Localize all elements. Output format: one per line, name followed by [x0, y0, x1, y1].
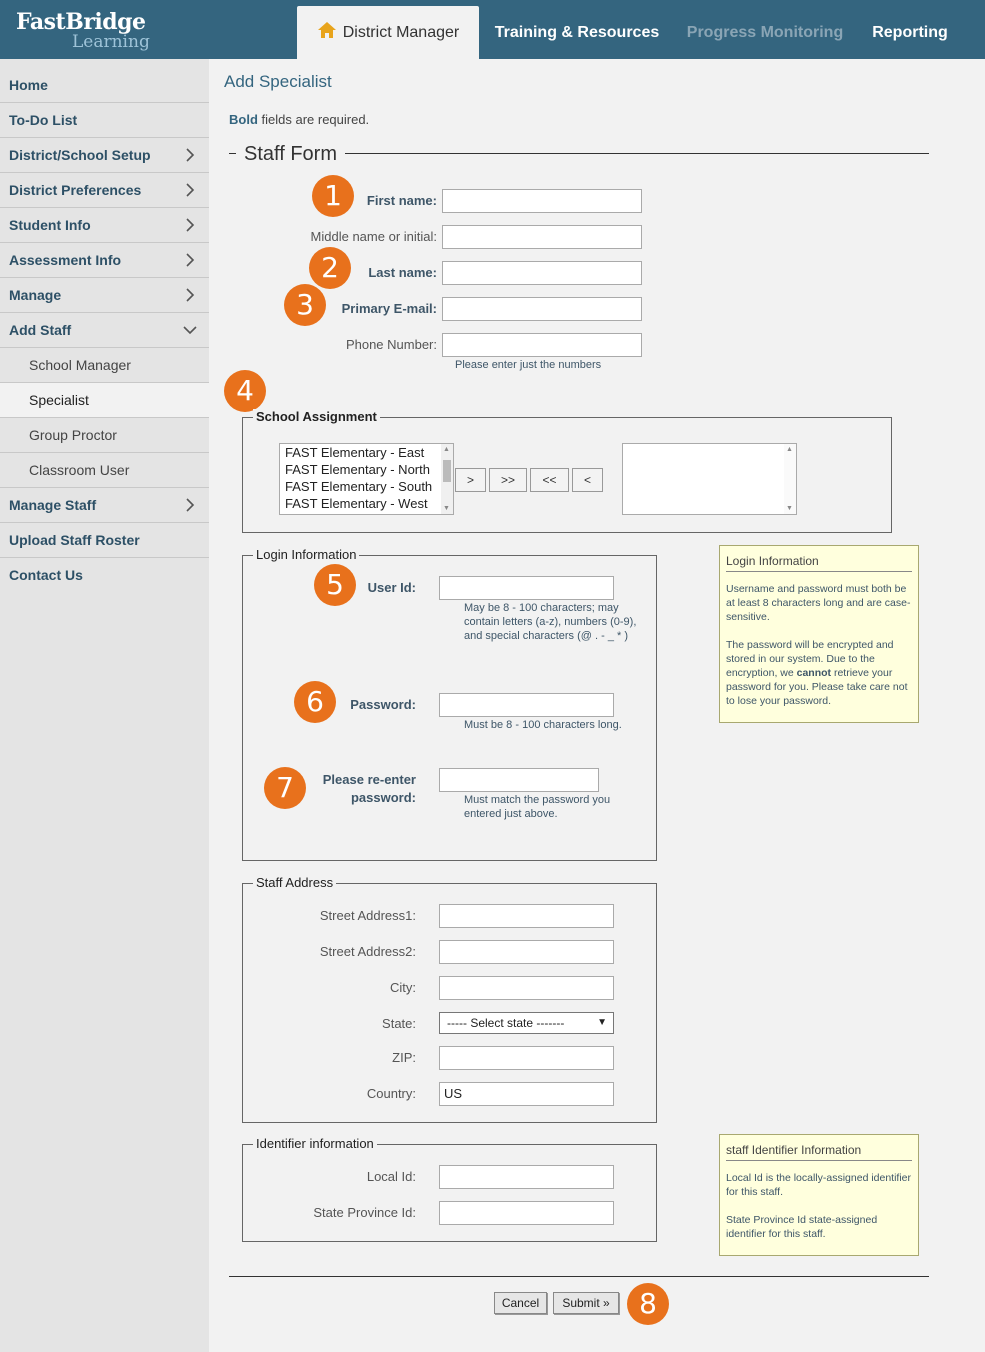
chevron-right-icon	[183, 253, 197, 267]
sidebar-item-group-proctor[interactable]	[0, 418, 209, 453]
sidebar-item-manage-staff[interactable]	[0, 488, 209, 523]
street2-input[interactable]	[439, 940, 614, 964]
middle-name-label: Middle name or initial:	[310, 229, 437, 244]
chevron-right-icon	[183, 148, 197, 162]
identifier-info-box-text-1: Local Id is the locally-assigned identifier for this staff.	[726, 1172, 912, 1198]
step-badge-4: 4	[224, 370, 266, 412]
fastbridge-logo[interactable]	[16, 10, 166, 50]
list-scrollbar[interactable]	[784, 444, 796, 514]
sidebar-item-label: Manage	[9, 287, 62, 303]
step-badge-5: 5	[314, 564, 356, 606]
tab-progress-monitoring[interactable]: Progress Monitoring	[686, 24, 844, 41]
submit-button[interactable]: Submit »	[553, 1292, 619, 1314]
state-select[interactable]	[439, 1012, 614, 1034]
login-info-box-title: Login Information	[726, 554, 912, 572]
sidebar-item-label: District/School Setup	[9, 147, 151, 163]
scroll-up-icon: ▲	[786, 446, 793, 453]
zip-input[interactable]	[439, 1046, 614, 1070]
state-province-id-input[interactable]	[439, 1201, 614, 1225]
step-badge-7: 7	[264, 767, 306, 809]
scroll-thumb[interactable]	[443, 460, 451, 482]
country-label: Country:	[366, 1086, 416, 1101]
home-icon	[317, 21, 337, 39]
state-province-id-label: State Province Id:	[313, 1205, 416, 1220]
sidebar-item-todo[interactable]	[0, 103, 209, 138]
reenter-password-label-line2: password:	[350, 790, 416, 805]
reenter-password-hint: Must match the password you entered just above.	[464, 794, 611, 820]
sidebar-item-contact-us[interactable]	[0, 558, 209, 593]
top-header	[0, 0, 985, 59]
sidebar-item-label: Home	[9, 77, 48, 93]
sidebar-item-label: Upload Staff Roster	[9, 532, 140, 548]
step-badge-1: 1	[312, 175, 354, 217]
password-label: Password:	[350, 697, 416, 712]
sidebar	[0, 59, 209, 1352]
tab-district-manager[interactable]	[297, 6, 479, 59]
tab-training-resources[interactable]: Training & Resources	[494, 24, 660, 41]
login-info-box-text-1: Username and password must both be at least 8 characters long and are case-sensitive.	[726, 583, 911, 623]
middle-name-input[interactable]	[442, 225, 642, 249]
identifier-info-box-text-2: State Province Id state-assigned identifier for this staff.	[726, 1214, 878, 1240]
chevron-down-icon	[183, 323, 197, 337]
state-label: State:	[382, 1016, 416, 1031]
email-label: Primary E-mail:	[341, 301, 437, 316]
user-id-label: User Id:	[367, 580, 416, 595]
login-info-box-text-2a: The password will be encrypted and stored in our system. Due to the encryption, we	[726, 639, 894, 679]
sidebar-item-upload-staff-roster[interactable]	[0, 523, 209, 558]
sidebar-item-label: To-Do List	[9, 112, 78, 128]
school-assignment-legend: School Assignment	[253, 409, 380, 424]
staff-address-legend: Staff Address	[253, 875, 336, 890]
cancel-button[interactable]: Cancel	[494, 1292, 547, 1314]
sidebar-item-classroom-user[interactable]	[0, 453, 209, 488]
phone-hint: Please enter just the numbers	[455, 359, 602, 371]
identifier-info-box	[719, 1134, 919, 1256]
list-item[interactable]: FAST Elementary - East	[285, 445, 425, 460]
add-all-schools-button[interactable]: >>	[489, 468, 527, 492]
add-school-button[interactable]: >	[455, 468, 486, 492]
remove-all-schools-button[interactable]: <<	[530, 468, 569, 492]
step-badge-8: 8	[627, 1283, 669, 1325]
login-info-box-text-2	[726, 638, 912, 708]
sidebar-item-label: School Manager	[29, 357, 131, 373]
sidebar-item-label: Student Info	[9, 217, 91, 233]
sidebar-item-manage[interactable]	[0, 278, 209, 313]
state-select-value: ----- Select state -------	[447, 1016, 565, 1030]
sidebar-item-label: Specialist	[29, 392, 89, 408]
user-id-hint: May be 8 - 100 characters; may contain letters (a-z), numbers (0-9), and special characters (@ . - _ * )	[464, 602, 637, 642]
last-name-input[interactable]	[442, 261, 642, 285]
sidebar-item-label: Classroom User	[29, 462, 130, 478]
identifier-info-box-title: staff Identifier Information	[726, 1143, 912, 1161]
required-note	[229, 112, 369, 127]
street1-label: Street Address1:	[319, 908, 416, 923]
required-note-text: fields are required.	[257, 112, 370, 127]
tab-reporting[interactable]: Reporting	[872, 24, 948, 41]
sidebar-item-label: Manage Staff	[9, 497, 97, 513]
chevron-right-icon	[183, 218, 197, 232]
step-badge-2: 2	[309, 247, 351, 289]
login-info-box-text-2c: retrieve your password for you. Please take care not to lose your password.	[726, 667, 908, 707]
sidebar-item-add-staff[interactable]	[0, 313, 209, 348]
sidebar-item-label: District Preferences	[9, 182, 142, 198]
login-info-box-emphasis: cannot	[796, 667, 832, 679]
password-hint: Must be 8 - 100 characters long.	[464, 719, 622, 731]
login-info-legend: Login Information	[253, 547, 359, 562]
form-title: Staff Form	[236, 143, 345, 166]
sidebar-item-assessment-info[interactable]	[0, 243, 209, 278]
step-badge-6: 6	[294, 681, 336, 723]
tab-label: District Manager	[342, 24, 460, 41]
phone-input[interactable]	[442, 333, 642, 357]
street1-input[interactable]	[439, 904, 614, 928]
logo-sub-text: Learning	[72, 32, 150, 52]
city-label: City:	[390, 980, 416, 995]
sidebar-item-specialist[interactable]	[0, 383, 209, 418]
sidebar-item-district-school-setup[interactable]	[0, 138, 209, 173]
last-name-label: Last name:	[368, 265, 437, 280]
sidebar-item-school-manager[interactable]	[0, 348, 209, 383]
city-input[interactable]	[439, 976, 614, 1000]
sidebar-item-label: Assessment Info	[9, 252, 122, 268]
street2-label: Street Address2:	[319, 944, 416, 959]
list-scrollbar[interactable]	[441, 444, 453, 514]
login-info-box	[719, 545, 919, 723]
user-id-input[interactable]	[439, 576, 614, 600]
identifier-fieldset	[242, 1136, 657, 1242]
page-title: Add Specialist	[224, 72, 332, 91]
country-input[interactable]: US	[439, 1082, 614, 1106]
scroll-down-icon: ▼	[443, 505, 450, 512]
assigned-schools-list[interactable]	[622, 443, 797, 515]
zip-label: ZIP:	[392, 1050, 416, 1065]
logo-main-text: FastBridge	[16, 9, 146, 35]
sidebar-item-student-info[interactable]	[0, 208, 209, 243]
list-item[interactable]: FAST Elementary - North	[285, 462, 430, 477]
bottom-divider	[229, 1276, 929, 1277]
sidebar-item-district-preferences[interactable]	[0, 173, 209, 208]
local-id-input[interactable]	[439, 1165, 614, 1189]
first-name-label: First name:	[366, 193, 437, 208]
reenter-password-input[interactable]	[439, 768, 599, 792]
list-item[interactable]: FAST Elementary - South	[285, 479, 433, 494]
sidebar-item-label: Add Staff	[9, 322, 72, 338]
password-input[interactable]	[439, 693, 614, 717]
scroll-up-icon: ▲	[443, 446, 450, 453]
first-name-input[interactable]	[442, 189, 642, 213]
phone-label: Phone Number:	[345, 337, 437, 352]
identifier-legend: Identifier information	[253, 1136, 377, 1151]
scroll-down-icon: ▼	[786, 505, 793, 512]
list-item[interactable]: FAST Elementary - West	[285, 496, 428, 511]
chevron-right-icon	[183, 183, 197, 197]
chevron-right-icon	[183, 288, 197, 302]
sidebar-item-label: Group Proctor	[29, 427, 117, 443]
dropdown-arrow-icon: ▼	[597, 1017, 607, 1028]
available-schools-list[interactable]	[279, 443, 454, 515]
step-badge-3: 3	[284, 284, 326, 326]
main-content	[209, 59, 985, 1352]
remove-school-button[interactable]: <	[572, 468, 603, 492]
required-bold-word: Bold	[229, 112, 258, 127]
chevron-right-icon	[183, 498, 197, 512]
sidebar-item-label: Contact Us	[9, 567, 83, 583]
local-id-label: Local Id:	[366, 1169, 416, 1184]
sidebar-item-home[interactable]	[0, 68, 209, 103]
email-input[interactable]	[442, 297, 642, 321]
reenter-password-label-line1: Please re-enter	[322, 772, 416, 787]
